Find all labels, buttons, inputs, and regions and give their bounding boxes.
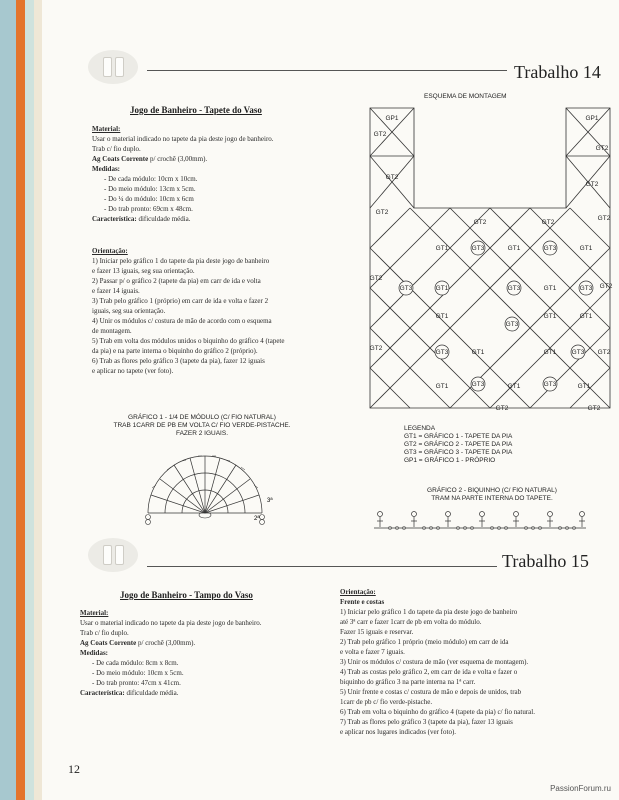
header-rule [147,566,497,567]
instruction-line: 2) Trab pelo gráfico 1 próprio (meio módulo) em carr de ida [340,638,509,646]
page-number: 12 [68,762,80,776]
module-label: GT1 [579,245,593,252]
instruction-line: 1carr de pb c/ fio verde-pistache. [340,698,433,706]
module-label: GT1 [471,349,485,356]
instruction-line: 2) Passar p/ o gráfico 2 (tapete da pia) em carr de ida e volta [92,277,261,285]
assembly-scheme [360,104,619,422]
header-rule [147,70,507,71]
material-line: Trab c/ fio duplo. [92,145,141,153]
instruction-line: 6) Trab em volta o biquinho do gráfico 4 (tapete da pia) c/ fio natural. [340,708,535,716]
material-line: p/ crochê (3,00mm). [136,639,196,647]
instruction-line: e fazer 13 iguais, seg sua orientação. [92,267,195,275]
material-line: Usar o material indicado no tapete da pia deste jogo de banheiro. [80,619,262,627]
instruction-line: Fazer 15 iguais e reservar. [340,628,414,636]
instructions-heading: Orientação: [340,588,376,596]
module-label: GT1 [577,383,591,390]
feature-label: Característica: [92,215,137,223]
materials-section [92,124,382,224]
module-label: GT2 [585,181,599,188]
measure-line: - Do trab pronto: 69cm x 48cm. [104,205,193,213]
legend-item: GP1 = GRÁFICO 1 - PRÓPRIO [404,457,496,464]
chart2-picot-diagram [370,508,590,536]
instruction-line: biquinho do gráfico 3 na parte interna na 1ª carr. [340,678,476,686]
instruction-line: 1) Iniciar pelo gráfico 1 do tapete da pia deste jogo de banheiro [340,608,518,616]
module-label: GT2 [595,145,609,152]
measure-line: - Do meio módulo: 13cm x 5cm. [104,185,196,193]
module-label: GT3 [579,285,593,292]
page-edge-blue [0,0,16,800]
module-label: GT1 [435,313,449,320]
row-number: 3ª [267,498,273,504]
chart1-fan-diagram [130,438,280,526]
instruction-line: e fazer 14 iguais. [92,287,140,295]
instruction-line: 5) Unir frente e costas c/ costura de mão e depois de unidos, trab [340,688,522,696]
module-label: GT1 [507,245,521,252]
material-line: p/ crochê (3,00mm). [148,155,208,163]
legend-title: LEGENDA [404,425,436,432]
module-label: GT2 [385,174,399,181]
chart1-caption [102,414,302,438]
project-title: Jogo de Banheiro - Tampo do Vaso [120,590,253,600]
instruction-line: de montagem. [92,327,132,335]
needle-brand: Ag Coats Corrente [80,639,137,647]
instructions-heading: Orientação: [92,247,128,255]
module-label: GT2 [373,131,387,138]
instruction-line: 1) Iniciar pelo gráfico 1 do tapete da pia deste jogo de banheiro [92,257,270,265]
instruction-line: 4) Trab as costas pelo gráfico 2, em carr de ida e volta e fazer o [340,668,518,676]
feature-value: dificuldade média. [136,215,191,223]
legend-item: GT2 = GRÁFICO 2 - TAPETE DA PIA [404,441,513,448]
module-label: GT3 [543,381,557,388]
measures-heading: Medidas: [92,165,120,173]
instruction-line: e aplicar nos lugares indicados (ver foto). [340,728,457,736]
page-edge-mint [25,0,34,800]
module-label: GT3 [507,285,521,292]
measures-heading: Medidas: [80,649,108,657]
watermark: PassionForum.ru [550,784,611,793]
module-label: GT1 [507,383,521,390]
work-header: Trabalho 14 [514,62,601,82]
module-label: GT3 [435,349,449,356]
instruction-line: até 3ª carr e fazer 1carr de pb em volta do módulo. [340,618,482,626]
work-header: Trabalho 15 [502,551,589,571]
instruction-line: 3) Unir os módulos c/ costura de mão (ver esquema de montagem). [340,658,529,666]
instruction-line: e aplicar no tapete (ver foto). [92,367,174,375]
module-label: GT2 [495,405,509,412]
module-label: GT2 [369,275,383,282]
module-label: GT3 [543,245,557,252]
instructions-section [340,587,612,737]
module-label: GT2 [597,215,611,222]
towel-thumbnail [88,50,138,84]
needle-brand: Ag Coats Corrente [92,155,149,163]
module-label: GT3 [505,321,519,328]
chart1-caption-line: FAZER 2 IGUAIS. [175,430,228,437]
legend-item: GT3 = GRÁFICO 3 - TAPETE DA PIA [404,449,513,456]
instructions-section [92,246,392,376]
page-edge-cream [34,0,42,800]
module-label: GT1 [435,285,449,292]
instruction-line: 7) Trab as flores pelo gráfico 3 (tapete da pia), fazer 13 iguais [340,718,513,726]
instruction-line: 6) Trab as flores pelo gráfico 3 (tapete da pia), fazer 12 iguais [92,357,265,365]
instruction-line: e volta e fazer 7 iguais. [340,648,405,656]
module-label: GT1 [435,245,449,252]
module-label: GP1 [385,115,399,122]
module-label: GP1 [585,115,599,122]
chart1-caption-line: GRÁFICO 1 - 1/4 DE MÓDULO (C/ FIO NATURAL) [128,414,276,421]
material-heading: Material: [80,609,109,617]
material-heading: Material: [92,125,121,133]
project-title: Jogo de Banheiro - Tapete do Vaso [130,105,262,115]
module-label: GT2 [541,219,555,226]
instruction-line: 4) Unir os módulos c/ costura de mão de acordo com o esquema [92,317,272,325]
magazine-page [42,0,619,800]
instruction-line: da pia) e na parte interna o biquinho do gráfico 2 (próprio). [92,347,258,355]
materials-section [80,608,330,698]
material-line: Trab c/ fio duplo. [80,629,129,637]
module-label: GT1 [435,383,449,390]
measure-line: - De cada módulo: 10cm x 10cm. [104,175,198,183]
module-label: GT1 [579,313,593,320]
measure-line: - De cada módulo: 8cm x 8cm. [92,659,179,667]
instruction-line: 3) Trab pelo gráfico 1 (próprio) em carr de ida e volta e fazer 2 [92,297,269,305]
row-number: 2ª [254,516,260,522]
chart2-caption-line: TRAM NA PARTE INTERNA DO TAPETE. [431,495,553,502]
module-label: GT1 [543,313,557,320]
instruction-line: 5) Trab em volta dos módulos unidos o biquinho do gráfico 4 (tapete [92,337,285,345]
module-label: GT2 [599,283,613,290]
page-edge-orange [16,0,25,800]
feature-value: dificuldade média. [124,689,179,697]
module-label: GT1 [543,285,557,292]
chart2-caption-line: GRÁFICO 2 - BIQUINHO (C/ FIO NATURAL) [427,487,557,494]
measure-line: - Do ¼ do módulo: 10cm x 6cm [104,195,194,203]
module-label: GT2 [375,209,389,216]
module-label: GT2 [369,345,383,352]
module-label: GT2 [597,349,611,356]
module-label: GT2 [587,405,601,412]
chart1-caption-line: TRAB 1CARR DE PB EM VOLTA C/ FIO VERDE-PISTACHE. [113,422,291,429]
measure-line: - Do meio módulo: 10cm x 5cm. [92,669,184,677]
legend [404,425,512,465]
material-line: Usar o material indicado no tapete da pia deste jogo de banheiro. [92,135,274,143]
legend-item: GT1 = GRÁFICO 1 - TAPETE DA PIA [404,433,513,440]
chart2-caption [392,487,592,503]
towel-thumbnail [88,538,138,572]
module-label: GT3 [471,381,485,388]
assembly-scheme-title: ESQUEMA DE MONTAGEM [424,93,507,100]
module-label: GT2 [473,219,487,226]
module-label: GT3 [399,285,413,292]
module-label: GT1 [543,349,557,356]
module-label: GT3 [571,349,585,356]
feature-label: Característica: [80,689,125,697]
module-label: GT3 [471,245,485,252]
measure-line: - Do trab pronto: 47cm x 41cm. [92,679,181,687]
instruction-line: iguais, seg sua orientação. [92,307,166,315]
subheading: Frente e costas [340,598,385,606]
